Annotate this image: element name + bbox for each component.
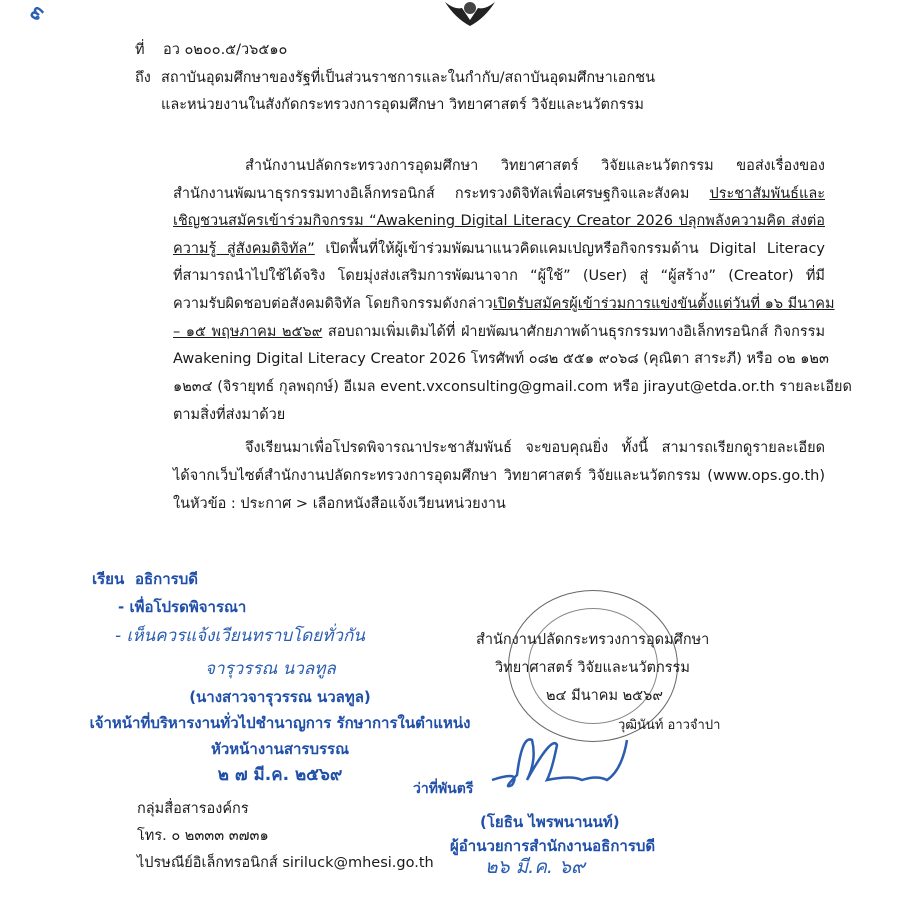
underlined-text: เชิญชวนสมัครเข้าร่วมกิจกรรม “Awakening Digital Literacy Creator 2026 ปลุกพลังความคิด ส่งต่อ	[173, 213, 825, 229]
sender-org-1: สำนักงานปลัดกระทรวงการอุดมศึกษา	[476, 632, 710, 648]
contact-email: ไปรษณีย์อิเล็กทรอนิกส์ siriluck@mhesi.go.th	[137, 855, 434, 871]
sender-date: ๒๔ มีนาคม ๒๕๖๙	[546, 688, 663, 704]
reference-number: อว ๐๒๐๐.๕/ว๖๕๑๐	[163, 42, 288, 58]
body-text: Awakening Digital Literacy Creator 2026 โทรศัพท์ ๐๘๒ ๕๕๑ ๙๐๖๘ (คุณิตา สาระภี) หรือ ๐๒ ๑๒๓	[173, 351, 829, 367]
body-line	[173, 292, 835, 315]
annotation-name: (นางสาวจารุวรรณ นวลทูล)	[189, 688, 371, 706]
recipient-label: ถึง	[135, 70, 151, 86]
body-text: ความรับผิดชอบต่อสังคมดิจิทัล โดยกิจกรรมดังกล่าว	[173, 296, 493, 312]
annotation-to: อธิการบดี	[135, 570, 198, 588]
received-stamp-fragment: ๓	[21, 0, 49, 25]
body-line	[173, 182, 825, 205]
body-text: สอบถามเพิ่มเติมได้ที่ ฝ่ายพัฒนาศักยภาพด้านธุรกรรมทางอิเล็กทรอนิกส์ กิจกรรม	[322, 324, 825, 340]
body-line	[173, 237, 825, 260]
garuda-emblem	[440, 0, 500, 30]
annotation-date: ๒ ๗ มี.ค. ๒๕๖๙	[217, 765, 343, 785]
body-line: ได้จากเว็บไซต์สำนักงานปลัดกระทรวงการอุดมศึกษา วิทยาศาสตร์ วิจัยและนวัตกรรม (www.ops.go.th)	[173, 468, 825, 484]
body-line	[173, 403, 825, 426]
signer-rank: ว่าที่พันตรี	[413, 781, 474, 797]
sender-org-2: วิทยาศาสตร์ วิจัยและนวัตกรรม	[495, 660, 690, 676]
underlined-text: เปิดรับสมัครผู้เข้าร่วมการแข่งขันตั้งแต่วันที่ ๑๖ มีนาคม	[492, 296, 835, 312]
body-text: สำนักงานพัฒนาธุรกรรมทางอิเล็กทรอนิกส์ กระทรวงดิจิทัลเพื่อเศรษฐกิจและสังคม	[173, 186, 710, 202]
signer-position: ผู้อำนวยการสำนักงานอธิการบดี	[450, 837, 656, 855]
underlined-text: ประชาสัมพันธ์และ	[709, 186, 825, 202]
reference-label: ที่	[135, 42, 145, 58]
body-line	[173, 375, 852, 398]
signer-date: ๒๖ มี.ค. ๖๙	[485, 856, 585, 878]
annotation-position-2: หัวหน้างานสารบรรณ	[210, 740, 350, 758]
body-text: ๑๒๓๔ (จิรายุทธ์ กุลพฤกษ์) อีเมล event.vxconsulting@gmail.com หรือ jirayut@etda.or.th รายละเอียด	[173, 379, 852, 395]
annotation-item-2: - เห็นควรแจ้งเวียนทราบโดยทั่วกัน	[115, 626, 365, 646]
sender-initials: วุฒินันท์ อาวจำปา	[618, 718, 721, 733]
contact-group: กลุ่มสื่อสารองค์กร	[137, 801, 249, 817]
contact-phone: โทร. ๐ ๒๓๓๓ ๓๗๓๑	[137, 828, 269, 844]
annotation-signature: จารุวรรณ นวลทูล	[205, 659, 336, 679]
recipient-line-2: และหน่วยงานในสังกัดกระทรวงการอุดมศึกษา วิทยาศาสตร์ วิจัยและนวัตกรรม	[161, 97, 644, 113]
recipient-line-1: สถาบันอุดมศึกษาของรัฐที่เป็นส่วนราชการและในกำกับ/สถาบันอุดมศึกษาเอกชน	[161, 70, 656, 86]
body-line	[173, 347, 829, 370]
body-line	[173, 320, 825, 343]
annotation-position-1: เจ้าหน้าที่บริหารงานทั่วไปชำนาญการ รักษาการในตำแหน่ง	[89, 714, 471, 732]
body-text: เปิดพื้นที่ให้ผู้เข้าร่วมพัฒนาแนวคิดแคมเปญหรือกิจกรรมด้าน Digital Literacy	[314, 241, 825, 257]
body-line	[173, 264, 825, 287]
body-line: ในหัวข้อ : ประกาศ > เลือกหนังสือแจ้งเวียนหน่วยงาน	[173, 496, 506, 512]
underlined-text: – ๑๕ พฤษภาคม ๒๕๖๙	[173, 324, 323, 340]
signer-name: (โยธิน ไพรพนานนท์)	[480, 813, 620, 831]
underlined-text: ความรู้ สู่สังคมดิจิทัล”	[173, 241, 315, 257]
body-line: จึงเรียนมาเพื่อโปรดพิจารณาประชาสัมพันธ์ จะขอบคุณยิ่ง ทั้งนี้ สามารถเรียกดูรายละเอียด	[245, 440, 825, 456]
body-line	[173, 209, 825, 232]
signature	[482, 730, 642, 795]
body-text: ตามสิ่งที่ส่งมาด้วย	[173, 407, 286, 423]
body-text: สำนักงานปลัดกระทรวงการอุดมศึกษา วิทยาศาสตร์ วิจัยและนวัตกรรม ขอส่งเรื่องของ	[245, 158, 825, 174]
annotation-item-1: - เพื่อโปรดพิจารณา	[118, 598, 247, 616]
body-text: ที่สามารถนำไปใช้ได้จริง โดยมุ่งส่งเสริมการพัฒนาจาก “ผู้ใช้” (User) สู่ “ผู้สร้าง” (Creator) ที่มี	[173, 268, 825, 284]
annotation-to-label: เรียน	[92, 570, 125, 588]
body-line	[245, 154, 825, 177]
